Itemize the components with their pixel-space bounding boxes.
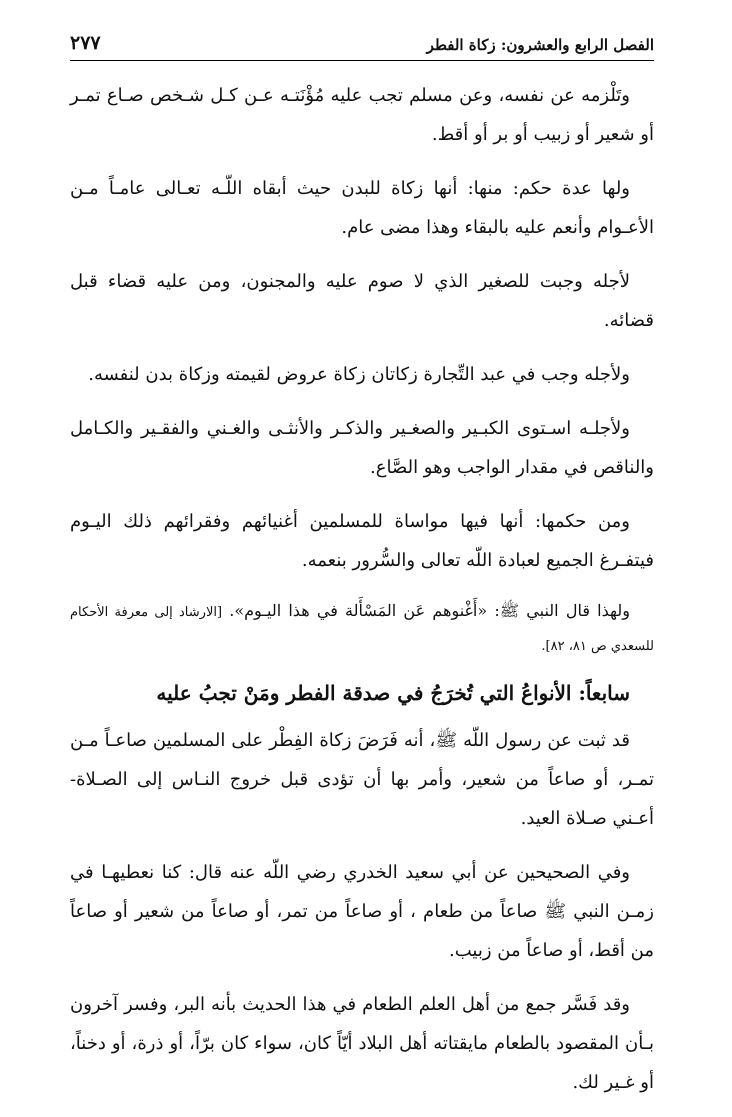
- paragraph: وتَلْزمه عن نفسه، وعن مسلم تجب عليه مُؤْنَتـه عـن كـل شـخص صـاع تمـر أو شعير أو زبيب أو بر أو أقط.: [70, 85, 654, 145]
- paragraph: ومن حكمها: أنها فيها مواساة للمسلمين أغنيائهم وفقرائهم ذلك اليـوم فيتفـرغ الجميع لعبادة اللّه تعالى والسُّرور بنعمه.: [70, 511, 654, 571]
- paragraph: وقد فَسَّر جمع من أهل العلم الطعام في هذا الحديث بأنه البر، وفسر آخرون بـأن المقصود بالطعام مايقتاته أهل البلاد أيّاً كان، سواء كان برّاً، أو ذرة، أو دخناً، أو غـير لك.: [70, 994, 654, 1093]
- paragraph: ولأجله وجب في عبد التِّجارة زكاتان زكاة عروض لقيمته وزكاة بدن لنفسه.: [88, 364, 630, 385]
- paragraph: ولها عدة حكم: منها: أنها زكاة للبدن حيث أبقاه اللّـه تعـالى عامـاً مـن الأعـوام وأنعم عليه بالبقاء وهذا مضى عام.: [70, 178, 654, 238]
- paragraph: ولأجلـه اسـتوى الكبـير والصغـير والذكـر والأنثـى والغـني والفقـير والكـامل والناقص في مقدار الواجب وهو الصَّاع.: [70, 418, 654, 478]
- page-body: [70, 76, 654, 1117]
- paragraph: وفي الصحيحين عن أبي سعيد الخدري رضي اللّه عنه قال: كنا نعطيهـا في زمـن النبي ﷺ صاعاً من طعام ، أو صاعاً من تمر، أو صاعاً من شعير أو صاعاً من أقط، أو صاعاً من زبيب.: [70, 862, 654, 961]
- citation-reference: [الارشاد إلى معرفة الأحكام للسعدي ص ٨١، ٨٢].: [70, 605, 654, 654]
- running-header: [70, 30, 654, 61]
- page-number: ٢٧٧: [70, 32, 101, 54]
- paragraph: قد ثبت عن رسول اللّه ﷺ، أنه فَرَضَ زكاة الفِطْر على المسلمين صاعـاً مـن تمـر، أو صاعاً من شعير، وأمر بها أن تؤدى قبل خروج النـاس إلى الصـلاة- أعـني صـلاة العيد.: [70, 730, 654, 829]
- paragraph: لأجله وجبت للصغير الذي لا صوم عليه والمجنون، ومن عليه قضاء قبل قضائه.: [70, 271, 654, 331]
- chapter-title: الفصل الرابع والعشرون: زكاة الفطر: [426, 36, 654, 54]
- hadith-text: ولهذا قال النبي ﷺ: «أَغْنوهم عَن المَسْأَلة في هذا اليـوم».: [229, 601, 630, 620]
- section-heading: سابعاً: الأنواعُ التي تُخرَجُ في صدقة الفطر ومَنْ تجبُ عليه: [156, 681, 630, 705]
- hadith-paragraph: [70, 595, 654, 663]
